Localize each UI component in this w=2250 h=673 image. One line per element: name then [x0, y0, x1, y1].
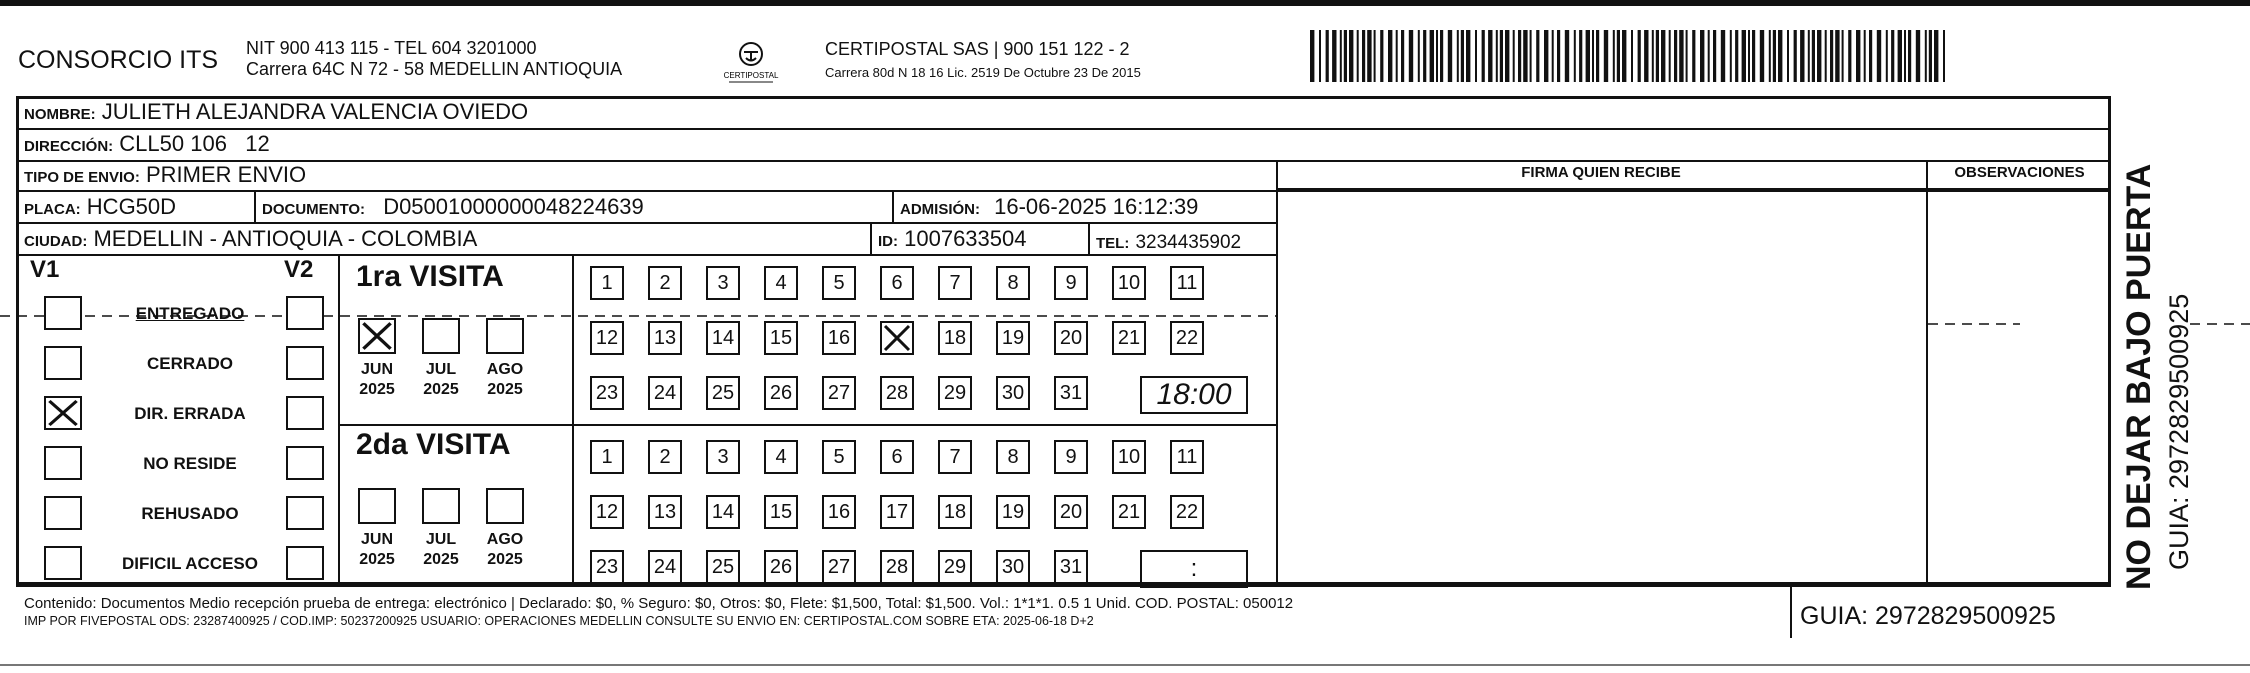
barcode-bar	[1742, 30, 1746, 82]
ciudad-value: MEDELLIN - ANTIOQUIA - COLOMBIA	[93, 226, 478, 251]
footer-content-line: Contenido: Documentos Medio recepción prueba de entrega: electrónico | Declarado: $0, % Seguro: $0, Otros: $0, Flete: $1,500, Total: $1,500. Vol.: 1*1*1. 0.5 1 Unid. COD. POSTAL: 050012	[24, 595, 1294, 612]
day-box[interactable]: 6	[880, 266, 914, 300]
row-divider	[16, 254, 1278, 256]
observaciones-label: OBSERVACIONES	[1954, 164, 2085, 181]
barcode-bar	[1674, 30, 1677, 82]
day-box[interactable]: 7	[938, 440, 972, 474]
month-label: JUL 2025	[423, 531, 459, 568]
month-label: JUN 2025	[359, 361, 395, 398]
day-box[interactable]: 12	[590, 495, 624, 529]
tel-value: 3234435902	[1135, 232, 1242, 253]
admision-row	[900, 194, 1198, 220]
day-box[interactable]: 20	[1054, 495, 1088, 529]
day-box[interactable]: 9	[1054, 440, 1088, 474]
barcode-bar	[1513, 30, 1515, 82]
day-box[interactable]: 16	[822, 495, 856, 529]
direccion-label: DIRECCIÓN:	[24, 138, 114, 155]
tel-row	[1096, 228, 1241, 254]
barcode-bar	[1929, 30, 1932, 82]
placa-label: PLACA:	[24, 201, 81, 218]
v2-status-checkbox[interactable]	[286, 296, 324, 330]
barcode-bar	[1886, 30, 1888, 82]
day-box[interactable]: 15	[764, 495, 798, 529]
col-divider	[1926, 160, 1928, 585]
barcode-bar	[1574, 30, 1576, 82]
day-box[interactable]: 30	[996, 376, 1030, 410]
no-dejar-text: NO DEJAR BAJO PUERTA	[2120, 163, 2158, 590]
col-divider	[892, 192, 894, 222]
barcode-bar	[1409, 30, 1413, 82]
day-box[interactable]: 5	[822, 440, 856, 474]
day-box[interactable]: 3	[706, 266, 740, 300]
row-divider	[1276, 188, 2111, 190]
barcode-bar	[1496, 30, 1498, 82]
barcode-bar	[1401, 30, 1404, 82]
barcode-bar	[1713, 30, 1716, 82]
id-value: 1007633504	[904, 226, 1027, 251]
tipo-row	[24, 162, 306, 188]
day-box[interactable]: 30	[996, 550, 1030, 584]
barcode-bar	[1891, 30, 1894, 82]
barcode-bar	[1794, 30, 1797, 82]
barcode-bar	[1730, 30, 1732, 82]
barcode-bar	[1488, 30, 1492, 82]
documento-value: D05001000000048224639	[383, 194, 644, 219]
barcode-bar	[1652, 30, 1654, 82]
row-divider	[16, 585, 2111, 587]
day-box[interactable]: 10	[1112, 266, 1146, 300]
month-checkbox[interactable]	[358, 318, 396, 354]
barcode-bar	[1700, 30, 1704, 82]
day-box[interactable]: 1	[590, 440, 624, 474]
barcode-bar	[1362, 30, 1365, 82]
barcode-bar	[1778, 30, 1782, 82]
barcode-bar	[1332, 30, 1336, 82]
tel-label: TEL:	[1096, 235, 1130, 252]
certipostal-logo	[715, 38, 787, 88]
day-box[interactable]: 18	[938, 321, 972, 355]
v2-label: V2	[284, 256, 314, 283]
barcode-bar	[1617, 30, 1620, 82]
barcode-bar	[1752, 30, 1755, 82]
barcode-bar	[1536, 30, 1539, 82]
footer-guia: GUIA: 2972829500925	[1800, 602, 2056, 630]
v1-status-checkbox[interactable]	[44, 546, 82, 580]
day-box[interactable]: 3	[706, 440, 740, 474]
barcode-bar	[1530, 30, 1532, 82]
barcode-bar	[1661, 30, 1665, 82]
barcode-bar	[1864, 30, 1866, 82]
barcode-bar	[1817, 30, 1821, 82]
svg-text:CERTIPOSTAL: CERTIPOSTAL	[723, 71, 779, 80]
day-box[interactable]: 4	[764, 266, 798, 300]
day-box[interactable]: 19	[996, 321, 1030, 355]
v1-status-checkbox[interactable]	[44, 446, 82, 480]
v1-status-checkbox[interactable]	[44, 396, 82, 430]
day-box[interactable]: 12	[590, 321, 624, 355]
barcode-bar	[1557, 30, 1560, 82]
day-box[interactable]: 29	[938, 550, 972, 584]
day-box[interactable]: 17	[880, 495, 914, 529]
month-label: JUL 2025	[423, 361, 459, 398]
v1-status-checkbox[interactable]	[44, 296, 82, 330]
status-label: NO RESIDE	[143, 454, 237, 473]
barcode-bar	[1848, 30, 1851, 82]
day-box[interactable]: 6	[880, 440, 914, 474]
v2-status-checkbox[interactable]	[286, 346, 324, 380]
barcode-bar	[1925, 30, 1927, 82]
v1-label: V1	[30, 256, 60, 283]
barcode-bar	[1934, 30, 1938, 82]
day-box[interactable]: 29	[938, 376, 972, 410]
direccion-row	[24, 131, 270, 157]
month-checkbox[interactable]	[422, 318, 460, 354]
day-box[interactable]: 10	[1112, 440, 1146, 474]
side-guia-text: GUIA: 2972829500925	[2164, 293, 2194, 570]
row-divider	[338, 424, 1278, 426]
barcode-bar	[1475, 30, 1477, 82]
barcode-bar	[1380, 30, 1383, 82]
day-box[interactable]: 2	[648, 440, 682, 474]
barcode-bar	[1544, 30, 1548, 82]
barcode-bar	[1523, 30, 1527, 82]
status-label: CERRADO	[147, 354, 233, 373]
bottom-rule	[0, 664, 2250, 666]
barcode-bar	[1340, 30, 1342, 82]
top-rule	[0, 0, 2250, 6]
barcode-bar	[1396, 30, 1398, 82]
month-label: JUN 2025	[359, 531, 395, 568]
day-box[interactable]: 26	[764, 376, 798, 410]
barcode-bar	[1586, 30, 1590, 82]
barcode-bar	[1835, 30, 1839, 82]
day-box[interactable]: 1	[590, 266, 624, 300]
second-visit-title: 2da VISITA	[356, 428, 511, 461]
barcode-bar	[1721, 30, 1725, 82]
day-box[interactable]: 24	[648, 550, 682, 584]
barcode-bar	[1904, 30, 1906, 82]
barcode	[1310, 30, 1950, 82]
day-box[interactable]: 28	[880, 550, 914, 584]
day-box[interactable]: 4	[764, 440, 798, 474]
day-box[interactable]: 16	[822, 321, 856, 355]
barcode-bar	[1349, 30, 1353, 82]
day-box[interactable]: 31	[1054, 550, 1088, 584]
day-box[interactable]: 27	[822, 376, 856, 410]
barcode-bar	[1374, 30, 1376, 82]
barcode-bar	[1638, 30, 1641, 82]
ciudad-label: CIUDAD:	[24, 233, 88, 250]
barcode-bar	[1482, 30, 1485, 82]
barcode-bar	[1552, 30, 1554, 82]
direccion-value: CLL50 106 12	[119, 131, 270, 156]
day-box[interactable]	[880, 321, 914, 355]
company-info	[246, 38, 622, 80]
status-label: DIFICIL ACCESO	[121, 554, 258, 573]
day-box[interactable]: 25	[706, 550, 740, 584]
day-box[interactable]: 11	[1170, 266, 1204, 300]
barcode-bar	[1830, 30, 1833, 82]
month-checkbox[interactable]	[422, 488, 460, 524]
barcode-bar	[1461, 30, 1464, 82]
col-divider	[1088, 224, 1090, 254]
nombre-row	[24, 99, 528, 125]
barcode-bar	[1604, 30, 1608, 82]
day-box[interactable]: 20	[1054, 321, 1088, 355]
barcode-bar	[1686, 30, 1688, 82]
day-box[interactable]: 23	[590, 376, 624, 410]
placa-value: HCG50D	[86, 194, 177, 219]
barcode-bar	[1466, 30, 1470, 82]
day-box[interactable]: 13	[648, 321, 682, 355]
v1-status-checkbox[interactable]	[44, 496, 82, 530]
v2-status-checkbox[interactable]	[286, 546, 324, 580]
barcode-bar	[1644, 30, 1648, 82]
first-visit-title: 1ra VISITA	[356, 260, 504, 293]
barcode-bar	[1708, 30, 1710, 82]
side-label	[2080, 30, 2230, 590]
barcode-bar	[1800, 30, 1804, 82]
barcode-bar	[1856, 30, 1860, 82]
id-label: ID:	[878, 233, 898, 250]
barcode-bar	[1596, 30, 1599, 82]
placa-row	[24, 194, 176, 220]
day-box[interactable]: 21	[1112, 321, 1146, 355]
barcode-bar	[1440, 30, 1443, 82]
month-label: AGO 2025	[486, 531, 524, 568]
barcode-bar	[1631, 30, 1633, 82]
day-box[interactable]: 8	[996, 266, 1030, 300]
status-label: REHUSADO	[141, 504, 239, 523]
barcode-bar	[1579, 30, 1582, 82]
nombre-value: JULIETH ALEJANDRA VALENCIA OVIEDO	[101, 99, 529, 124]
day-box[interactable]: 26	[764, 550, 798, 584]
barcode-bar	[1692, 30, 1695, 82]
barcode-bar	[1943, 30, 1945, 82]
day-box[interactable]: 11	[1170, 440, 1204, 474]
barcode-bar	[1679, 30, 1683, 82]
day-box[interactable]: 23	[590, 550, 624, 584]
month-checkbox[interactable]	[358, 488, 396, 524]
row-divider	[16, 190, 2111, 192]
col-divider	[1276, 160, 1278, 585]
time-box[interactable]: 18:00	[1140, 376, 1248, 414]
id-row	[878, 226, 1026, 252]
footer-info	[24, 595, 1293, 629]
day-box[interactable]: 21	[1112, 495, 1146, 529]
day-box[interactable]: 8	[996, 440, 1030, 474]
v2-status-checkbox[interactable]	[286, 446, 324, 480]
nombre-label: NOMBRE:	[24, 106, 96, 123]
barcode-bar	[1735, 30, 1738, 82]
month-checkbox[interactable]	[486, 318, 524, 354]
barcode-bar	[1869, 30, 1872, 82]
barcode-bar	[1613, 30, 1615, 82]
row-divider	[16, 128, 2111, 130]
day-box[interactable]: 7	[938, 266, 972, 300]
barcode-bar	[1812, 30, 1815, 82]
tipo-label: TIPO DE ENVIO:	[24, 169, 140, 186]
barcode-bar	[1656, 30, 1659, 82]
footer-print-line: IMP POR FIVEPOSTAL ODS: 23287400925 / COD.IMP: 50237200925 USUARIO: OPERACIONES MEDELLIN CONSULTE SU ENVIO EN: CERTIPOSTAL.COM SOBRE ETA: 2025-06-18 D+2	[24, 614, 1094, 628]
day-box[interactable]: 14	[706, 495, 740, 529]
day-box[interactable]: 22	[1170, 495, 1204, 529]
col-divider	[870, 224, 872, 254]
barcode-bar	[1344, 30, 1347, 82]
barcode-bar	[1388, 30, 1392, 82]
month-label: AGO 2025	[486, 361, 524, 398]
time-box[interactable]: :	[1140, 550, 1248, 588]
ciudad-row	[24, 226, 477, 252]
barcode-bar	[1518, 30, 1521, 82]
row-divider	[16, 160, 2111, 162]
status-label: ENTREGADO	[135, 304, 245, 323]
company-address: Carrera 64C N 72 - 58 MEDELLIN ANTIOQUIA	[246, 59, 623, 79]
day-box[interactable]: 18	[938, 495, 972, 529]
day-box[interactable]: 5	[822, 266, 856, 300]
barcode-bar	[1669, 30, 1671, 82]
day-box[interactable]: 22	[1170, 321, 1204, 355]
courier-info	[825, 38, 1141, 84]
barcode-bar	[1825, 30, 1827, 82]
barcode-bar	[1367, 30, 1371, 82]
col-divider	[254, 192, 256, 222]
day-box[interactable]: 2	[648, 266, 682, 300]
barcode-bar	[1436, 30, 1438, 82]
barcode-bar	[1622, 30, 1626, 82]
barcode-bar	[1430, 30, 1434, 82]
firma-label: FIRMA QUIEN RECIBE	[1521, 164, 1681, 181]
day-box[interactable]: 19	[996, 495, 1030, 529]
barcode-bar	[1326, 30, 1329, 82]
v2-status-checkbox[interactable]	[286, 496, 324, 530]
v1-status-checkbox[interactable]	[44, 346, 82, 380]
courier-license: Carrera 80d N 18 16 Lic. 2519 De Octubre 23 De 2015	[825, 65, 1141, 80]
day-box[interactable]: 9	[1054, 266, 1088, 300]
day-box[interactable]: 25	[706, 376, 740, 410]
day-box[interactable]: 27	[822, 550, 856, 584]
barcode-bar	[1748, 30, 1750, 82]
day-box[interactable]: 15	[764, 321, 798, 355]
barcode-bar	[1787, 30, 1789, 82]
col-divider	[1790, 587, 1792, 638]
courier-name: CERTIPOSTAL SAS | 900 151 122 - 2	[825, 39, 1130, 59]
barcode-bar	[1898, 30, 1902, 82]
barcode-bar	[1760, 30, 1764, 82]
day-box[interactable]: 31	[1054, 376, 1088, 410]
barcode-bar	[1500, 30, 1503, 82]
status-label: DIR. ERRADA	[134, 404, 246, 423]
day-box[interactable]: 24	[648, 376, 682, 410]
company-name: CONSORCIO ITS	[18, 46, 219, 74]
documento-row	[262, 194, 644, 220]
month-checkbox[interactable]	[486, 488, 524, 524]
barcode-bar	[1457, 30, 1459, 82]
barcode-bar	[1842, 30, 1844, 82]
barcode-bar	[1769, 30, 1771, 82]
barcode-bar	[1592, 30, 1594, 82]
barcode-bar	[1448, 30, 1452, 82]
barcode-bar	[1319, 30, 1321, 82]
barcode-bar	[1565, 30, 1569, 82]
admision-label: ADMISIÓN:	[900, 201, 980, 218]
day-box[interactable]: 13	[648, 495, 682, 529]
v2-status-checkbox[interactable]	[286, 396, 324, 430]
barcode-bar	[1418, 30, 1420, 82]
barcode-bar	[1908, 30, 1911, 82]
barcode-bar	[1808, 30, 1810, 82]
barcode-bar	[1423, 30, 1426, 82]
tipo-value: PRIMER ENVIO	[145, 162, 307, 187]
barcode-bar	[1877, 30, 1881, 82]
day-box[interactable]: 28	[880, 376, 914, 410]
documento-label: DOCUMENTO:	[262, 201, 366, 218]
barcode-bar	[1357, 30, 1359, 82]
barcode-bar	[1505, 30, 1509, 82]
admision-value: 16-06-2025 16:12:39	[994, 194, 1199, 219]
company-nit: NIT 900 413 115 - TEL 604 3201000	[246, 38, 537, 58]
barcode-bar	[1773, 30, 1776, 82]
barcode-bar	[1916, 30, 1920, 82]
day-box[interactable]: 14	[706, 321, 740, 355]
barcode-bar	[1310, 30, 1314, 82]
